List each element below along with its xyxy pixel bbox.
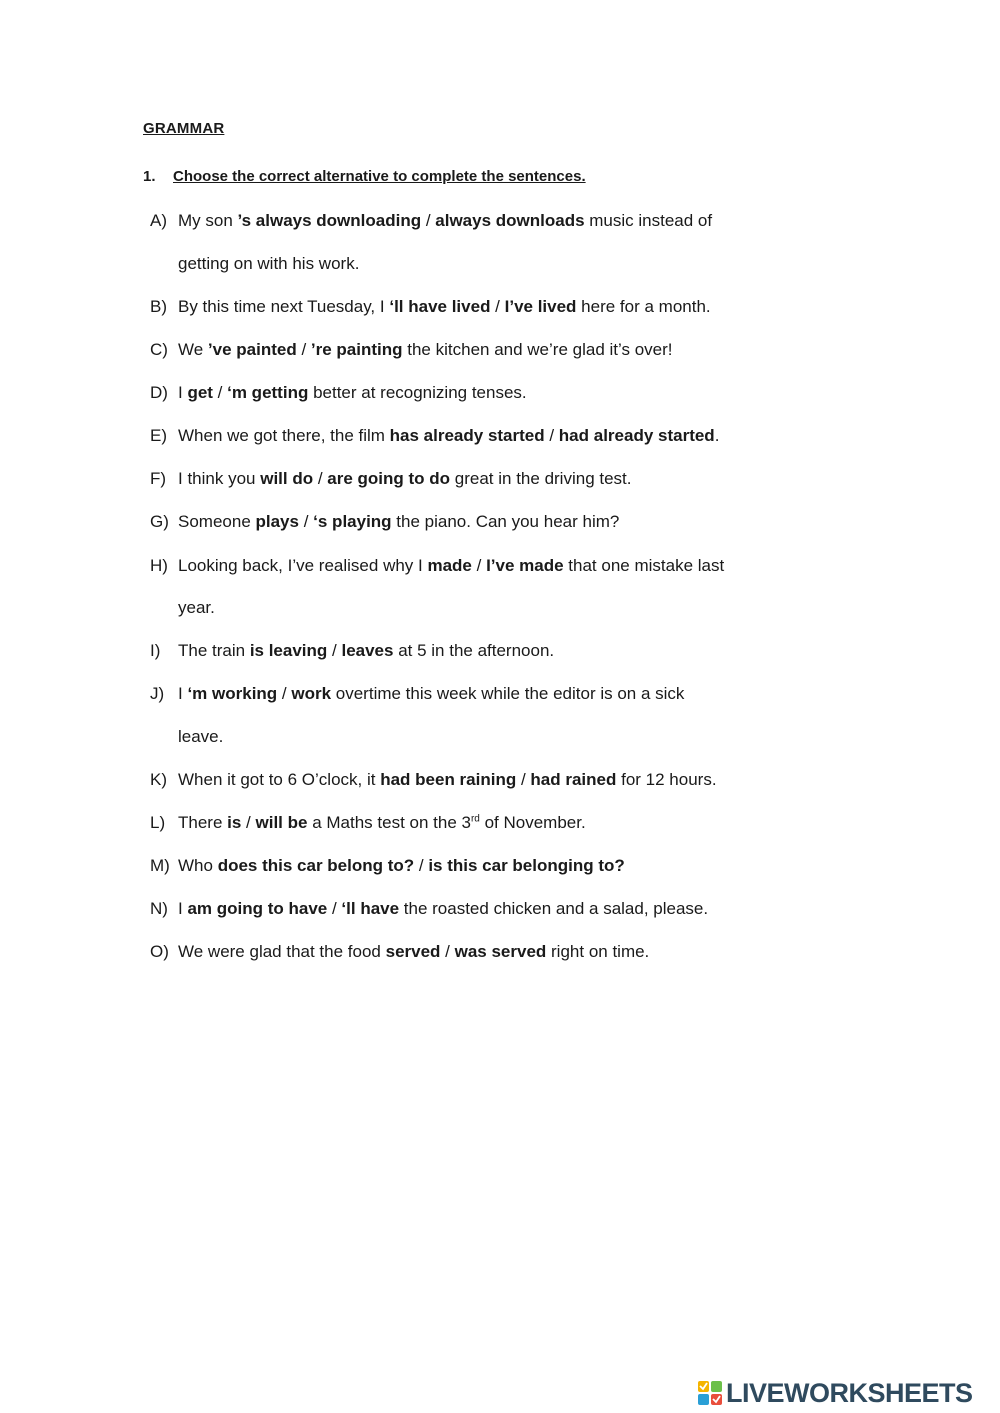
option-1: get: [187, 383, 213, 402]
option-1: made: [427, 556, 472, 575]
sentence-text: Who: [178, 856, 218, 875]
option-2: ‘m getting: [227, 383, 309, 402]
item-letter: I): [150, 641, 161, 660]
sentence-continuation: getting on with his work.: [178, 254, 360, 273]
option-separator: /: [212, 383, 228, 402]
sentence-text: There: [178, 813, 228, 832]
sentence-k: [150, 770, 790, 790]
option-separator: /: [516, 770, 531, 789]
exercise-instruction: [143, 168, 586, 185]
option-separator: /: [471, 556, 487, 575]
sentence-c: [150, 340, 790, 360]
option-separator: /: [421, 211, 436, 230]
sentence-text: the roasted chicken and a salad, please.: [399, 899, 709, 918]
option-2: I’ve made: [486, 556, 564, 575]
option-2: ‘s playing: [313, 512, 392, 531]
sentence-n: [150, 899, 790, 919]
item-letter: N): [150, 899, 168, 918]
option-2: was served: [454, 942, 547, 961]
option-2: always downloads: [435, 211, 585, 230]
exercise-instruction-text: Choose the correct alternative to complete the sentences.: [173, 168, 586, 185]
option-1: ’ve painted: [207, 340, 297, 359]
item-letter: G): [150, 512, 169, 531]
item-letter: M): [150, 856, 170, 875]
sentence-f: [150, 469, 790, 489]
option-separator: /: [327, 641, 342, 660]
option-1: is: [227, 813, 242, 832]
item-letter: D): [150, 383, 168, 402]
item-letter: O): [150, 942, 169, 961]
sentence-l: [150, 813, 790, 833]
sentence-text: music instead of: [584, 211, 713, 230]
sentence-continuation: leave.: [178, 727, 224, 746]
sentence-text: here for a month.: [576, 297, 711, 316]
liveworksheets-logo[interactable]: [697, 1378, 973, 1408]
option-1: ‘ll have lived: [389, 297, 491, 316]
item-letter: K): [150, 770, 167, 789]
sentence-d: [150, 383, 790, 403]
sentence-text: Looking back, I’ve realised why I: [178, 556, 428, 575]
sentence-text: I: [178, 899, 188, 918]
sentence-text: Someone: [178, 512, 256, 531]
sentence-text: the kitchen and we’re glad it’s over!: [402, 340, 673, 359]
item-letter: H): [150, 556, 168, 575]
option-separator: /: [490, 297, 505, 316]
sentence-text: I: [178, 383, 188, 402]
option-1: is leaving: [249, 641, 328, 660]
sentence-text: great in the driving test.: [450, 469, 632, 488]
item-letter: C): [150, 340, 168, 359]
liveworksheets-logo-text: LIVEWORKSHEETS: [726, 1377, 973, 1408]
option-separator: /: [414, 856, 429, 875]
option-separator: /: [327, 899, 342, 918]
sentence-text: a Maths test on the 3: [307, 813, 471, 832]
option-1: has already started: [389, 426, 545, 445]
sentence-i: [150, 641, 790, 661]
sentence-j: [150, 684, 790, 747]
option-2: had rained: [530, 770, 617, 789]
option-separator: /: [544, 426, 559, 445]
sentence-text: We: [178, 340, 208, 359]
sentence-text: When we got there, the film: [178, 426, 390, 445]
sentence-text: By this time next Tuesday, I: [178, 297, 390, 316]
option-1: served: [385, 942, 441, 961]
sentence-text: I: [178, 684, 188, 703]
option-2: I’ve lived: [504, 297, 577, 316]
option-separator: /: [313, 469, 328, 488]
liveworksheets-logo-icon: [697, 1380, 723, 1406]
sentence-text: We were glad that the food: [178, 942, 386, 961]
sentence-text: I think you: [178, 469, 261, 488]
item-letter: A): [150, 211, 167, 230]
sentence-h: [150, 556, 790, 618]
option-1: plays: [255, 512, 299, 531]
option-2: had already started: [558, 426, 715, 445]
section-heading: GRAMMAR: [143, 120, 225, 137]
option-1: will do: [260, 469, 314, 488]
option-1: had been raining: [380, 770, 517, 789]
sentence-text: of November.: [479, 813, 586, 832]
sentence-text: .: [714, 426, 720, 445]
sentence-text: the piano. Can you hear him?: [391, 512, 620, 531]
sentence-a: [150, 211, 790, 274]
option-separator: /: [298, 512, 314, 531]
option-2: leaves: [341, 641, 394, 660]
sentence-o: [150, 942, 790, 962]
sentence-text: better at recognizing tenses.: [308, 383, 527, 402]
sentence-text: overtime this week while the editor is on a sick: [331, 684, 685, 703]
ordinal-superscript: rd: [470, 813, 480, 825]
exercise-number: 1.: [143, 168, 156, 185]
option-separator: /: [241, 813, 256, 832]
option-1: ’s always downloading: [237, 211, 422, 230]
sentence-text: When it got to 6 O’clock, it: [178, 770, 381, 789]
option-separator: /: [296, 340, 311, 359]
option-separator: /: [440, 942, 455, 961]
option-2: will be: [255, 813, 308, 832]
option-1: am going to have: [187, 899, 328, 918]
option-separator: /: [277, 684, 292, 703]
option-2: work: [291, 684, 332, 703]
option-2: ’re painting: [310, 340, 403, 359]
sentence-text: My son: [178, 211, 238, 230]
item-letter: E): [150, 426, 167, 445]
sentence-m: [150, 856, 790, 876]
option-2: are going to do: [327, 469, 451, 488]
option-1: ‘m working: [187, 684, 278, 703]
item-letter: F): [150, 469, 167, 488]
sentence-text: for 12 hours.: [616, 770, 717, 789]
sentence-g: [150, 512, 790, 532]
sentence-text: right on time.: [546, 942, 650, 961]
item-letter: J): [150, 684, 165, 703]
option-1: does this car belong to?: [217, 856, 415, 875]
sentence-e: [150, 426, 790, 446]
option-2: ‘ll have: [341, 899, 400, 918]
item-letter: L): [150, 813, 166, 832]
sentence-continuation: year.: [178, 598, 215, 617]
sentence-text: The train: [178, 641, 250, 660]
sentence-b: [150, 297, 790, 317]
option-2: is this car belonging to?: [428, 856, 625, 875]
sentence-text: at 5 in the afternoon.: [393, 641, 555, 660]
item-letter: B): [150, 297, 167, 316]
sentence-text: that one mistake last: [563, 556, 725, 575]
